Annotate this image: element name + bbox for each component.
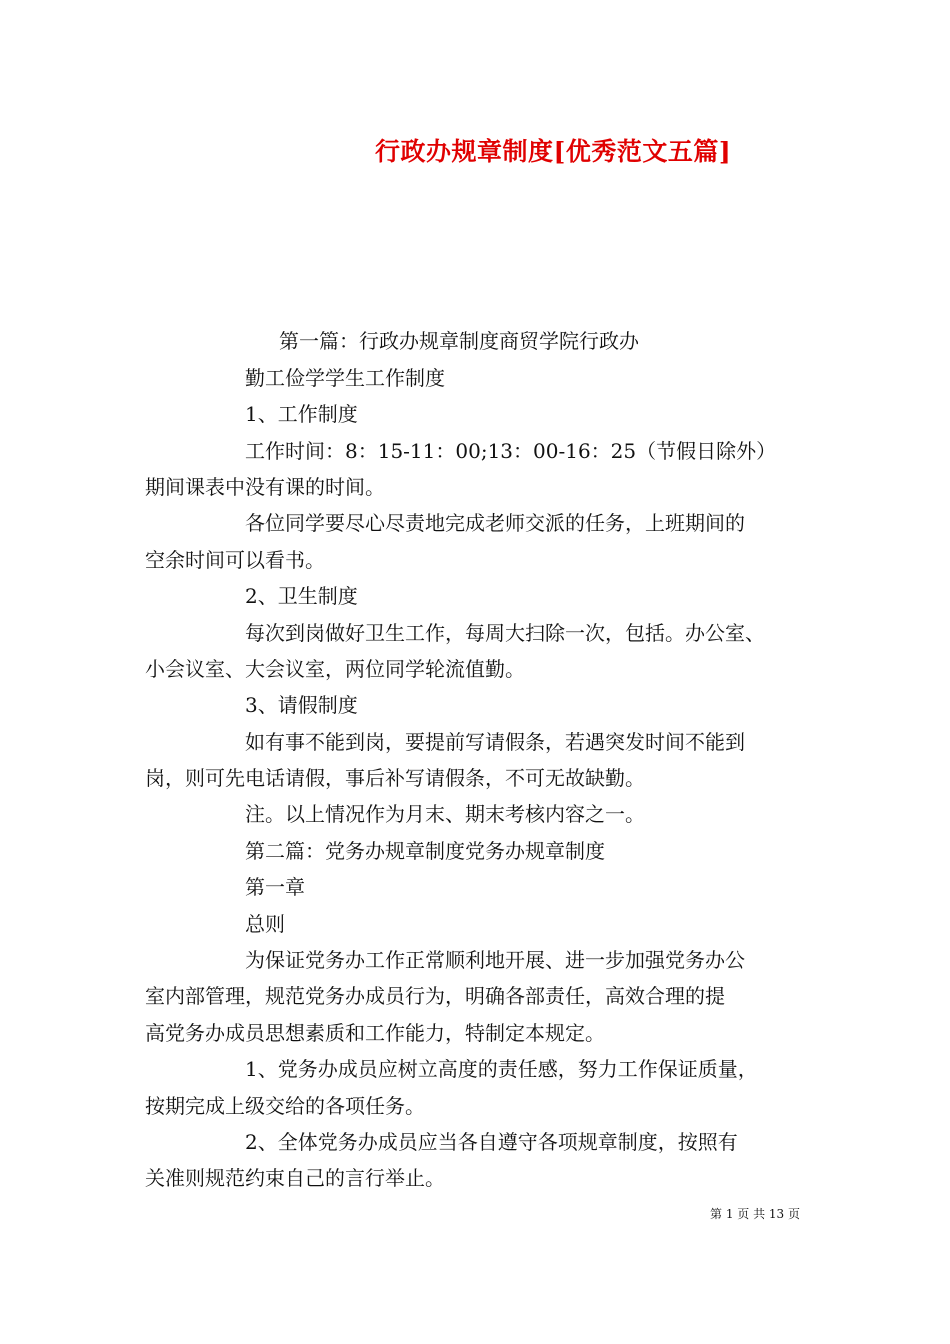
paragraph-line: 岗，则可先电话请假，事后补写请假条，不可无故缺勤。: [145, 766, 645, 790]
paragraph-line: 各位同学要尽心尽责地完成老师交派的任务，上班期间的: [245, 511, 745, 535]
clause-heading: 3、请假制度: [245, 693, 358, 717]
paragraph-line: 空余时间可以看书。: [145, 548, 325, 572]
paragraph-line: 工作时间：8：15-11：00;13：00-16：25（节假日除外）: [245, 439, 777, 463]
document-title: 行政办规章制度[优秀范文五篇]: [375, 137, 732, 166]
paragraph-line: 小会议室、大会议室，两位同学轮流值勤。: [145, 657, 525, 681]
paragraph-line: 期间课表中没有课的时间。: [145, 475, 385, 499]
paragraph-line: 室内部管理，规范党务办成员行为，明确各部责任，高效合理的提: [145, 984, 725, 1008]
section-heading: 第二篇：党务办规章制度党务办规章制度: [245, 839, 605, 863]
paragraph-line: 1、党务办成员应树立高度的责任感，努力工作保证质量，: [245, 1057, 758, 1081]
page-number: 第 1 页 共 13 页: [710, 1207, 800, 1221]
paragraph-line: 注。以上情况作为月末、期末考核内容之一。: [245, 802, 645, 826]
paragraph-line: 每次到岗做好卫生工作，每周大扫除一次，包括。办公室、: [245, 621, 765, 645]
paragraph-line: 2、全体党务办成员应当各自遵守各项规章制度，按照有: [245, 1130, 738, 1154]
paragraph-line: 按期完成上级交给的各项任务。: [145, 1094, 425, 1118]
paragraph-line: 为保证党务办工作正常顺利地开展、进一步加强党务办公: [245, 948, 745, 972]
subheading: 勤工俭学学生工作制度: [245, 366, 445, 390]
chapter-heading: 第一章: [245, 875, 305, 899]
paragraph-line: 如有事不能到岗，要提前写请假条，若遇突发时间不能到: [245, 730, 745, 754]
chapter-subheading: 总则: [245, 912, 285, 936]
clause-heading: 1、工作制度: [245, 402, 358, 426]
section-heading: 第一篇：行政办规章制度商贸学院行政办: [279, 329, 639, 353]
clause-heading: 2、卫生制度: [245, 584, 358, 608]
paragraph-line: 高党务办成员思想素质和工作能力，特制定本规定。: [145, 1021, 605, 1045]
paragraph-line: 关准则规范约束自己的言行举止。: [145, 1166, 445, 1190]
